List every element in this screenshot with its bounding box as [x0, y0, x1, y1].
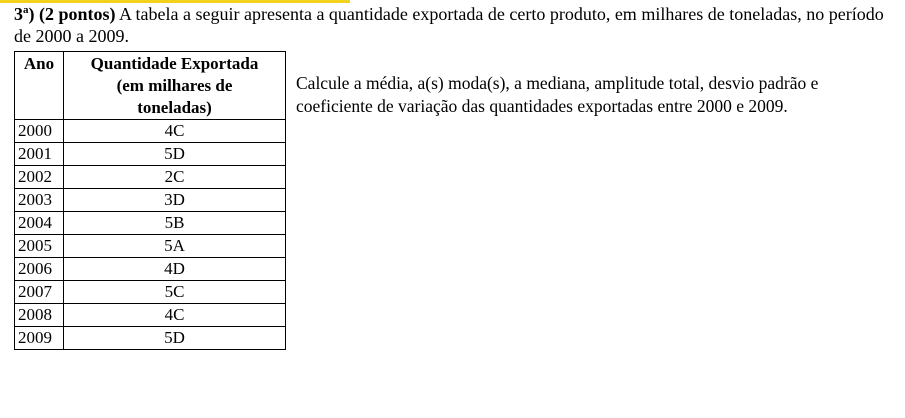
quantity-cell: 4D	[64, 258, 286, 281]
quantity-cell: 5D	[64, 327, 286, 350]
table-row	[15, 304, 286, 327]
quantity-cell: 5D	[64, 143, 286, 166]
table-row	[15, 327, 286, 350]
question-statement	[14, 3, 899, 47]
table-row	[15, 258, 286, 281]
quantity-cell: 5C	[64, 281, 286, 304]
quantity-cell: 5A	[64, 235, 286, 258]
question-text: A tabela a seguir apresenta a quantidade exportada de certo produto, em milhares de toneladas, no período de 2000 a 2009.	[14, 4, 884, 46]
question-number: 3$^a$)	[14, 4, 35, 24]
year-cell: 2001	[15, 143, 64, 166]
table-row	[15, 281, 286, 304]
question-points: (2 pontos)	[39, 4, 116, 24]
year-cell: 2008	[15, 304, 64, 327]
year-cell: 2003	[15, 189, 64, 212]
table-header-row	[15, 52, 286, 120]
quantity-cell: 4C	[64, 304, 286, 327]
quantity-cell: 5B	[64, 212, 286, 235]
table-row	[15, 189, 286, 212]
year-cell: 2007	[15, 281, 64, 304]
header-year: Ano	[15, 52, 64, 120]
year-cell: 2009	[15, 327, 64, 350]
table-row	[15, 235, 286, 258]
year-cell: 2000	[15, 120, 64, 143]
table-row	[15, 143, 286, 166]
instruction-text: Calcule a média, a(s) moda(s), a mediana, amplitude total, desvio padrão e coeficiente de variação das quantidades exportadas entre 2000 e 2009.	[296, 73, 819, 116]
table-row	[15, 212, 286, 235]
quantity-cell: 4C	[64, 120, 286, 143]
year-cell: 2005	[15, 235, 64, 258]
year-cell: 2002	[15, 166, 64, 189]
export-table	[14, 51, 286, 350]
quantity-cell: 2C	[64, 166, 286, 189]
quantity-cell: 3D	[64, 189, 286, 212]
header-quantity: Quantidade Exportada (em milhares de toneladas)	[64, 52, 286, 120]
table-row	[15, 120, 286, 143]
year-cell: 2006	[15, 258, 64, 281]
year-cell: 2004	[15, 212, 64, 235]
table-row	[15, 166, 286, 189]
